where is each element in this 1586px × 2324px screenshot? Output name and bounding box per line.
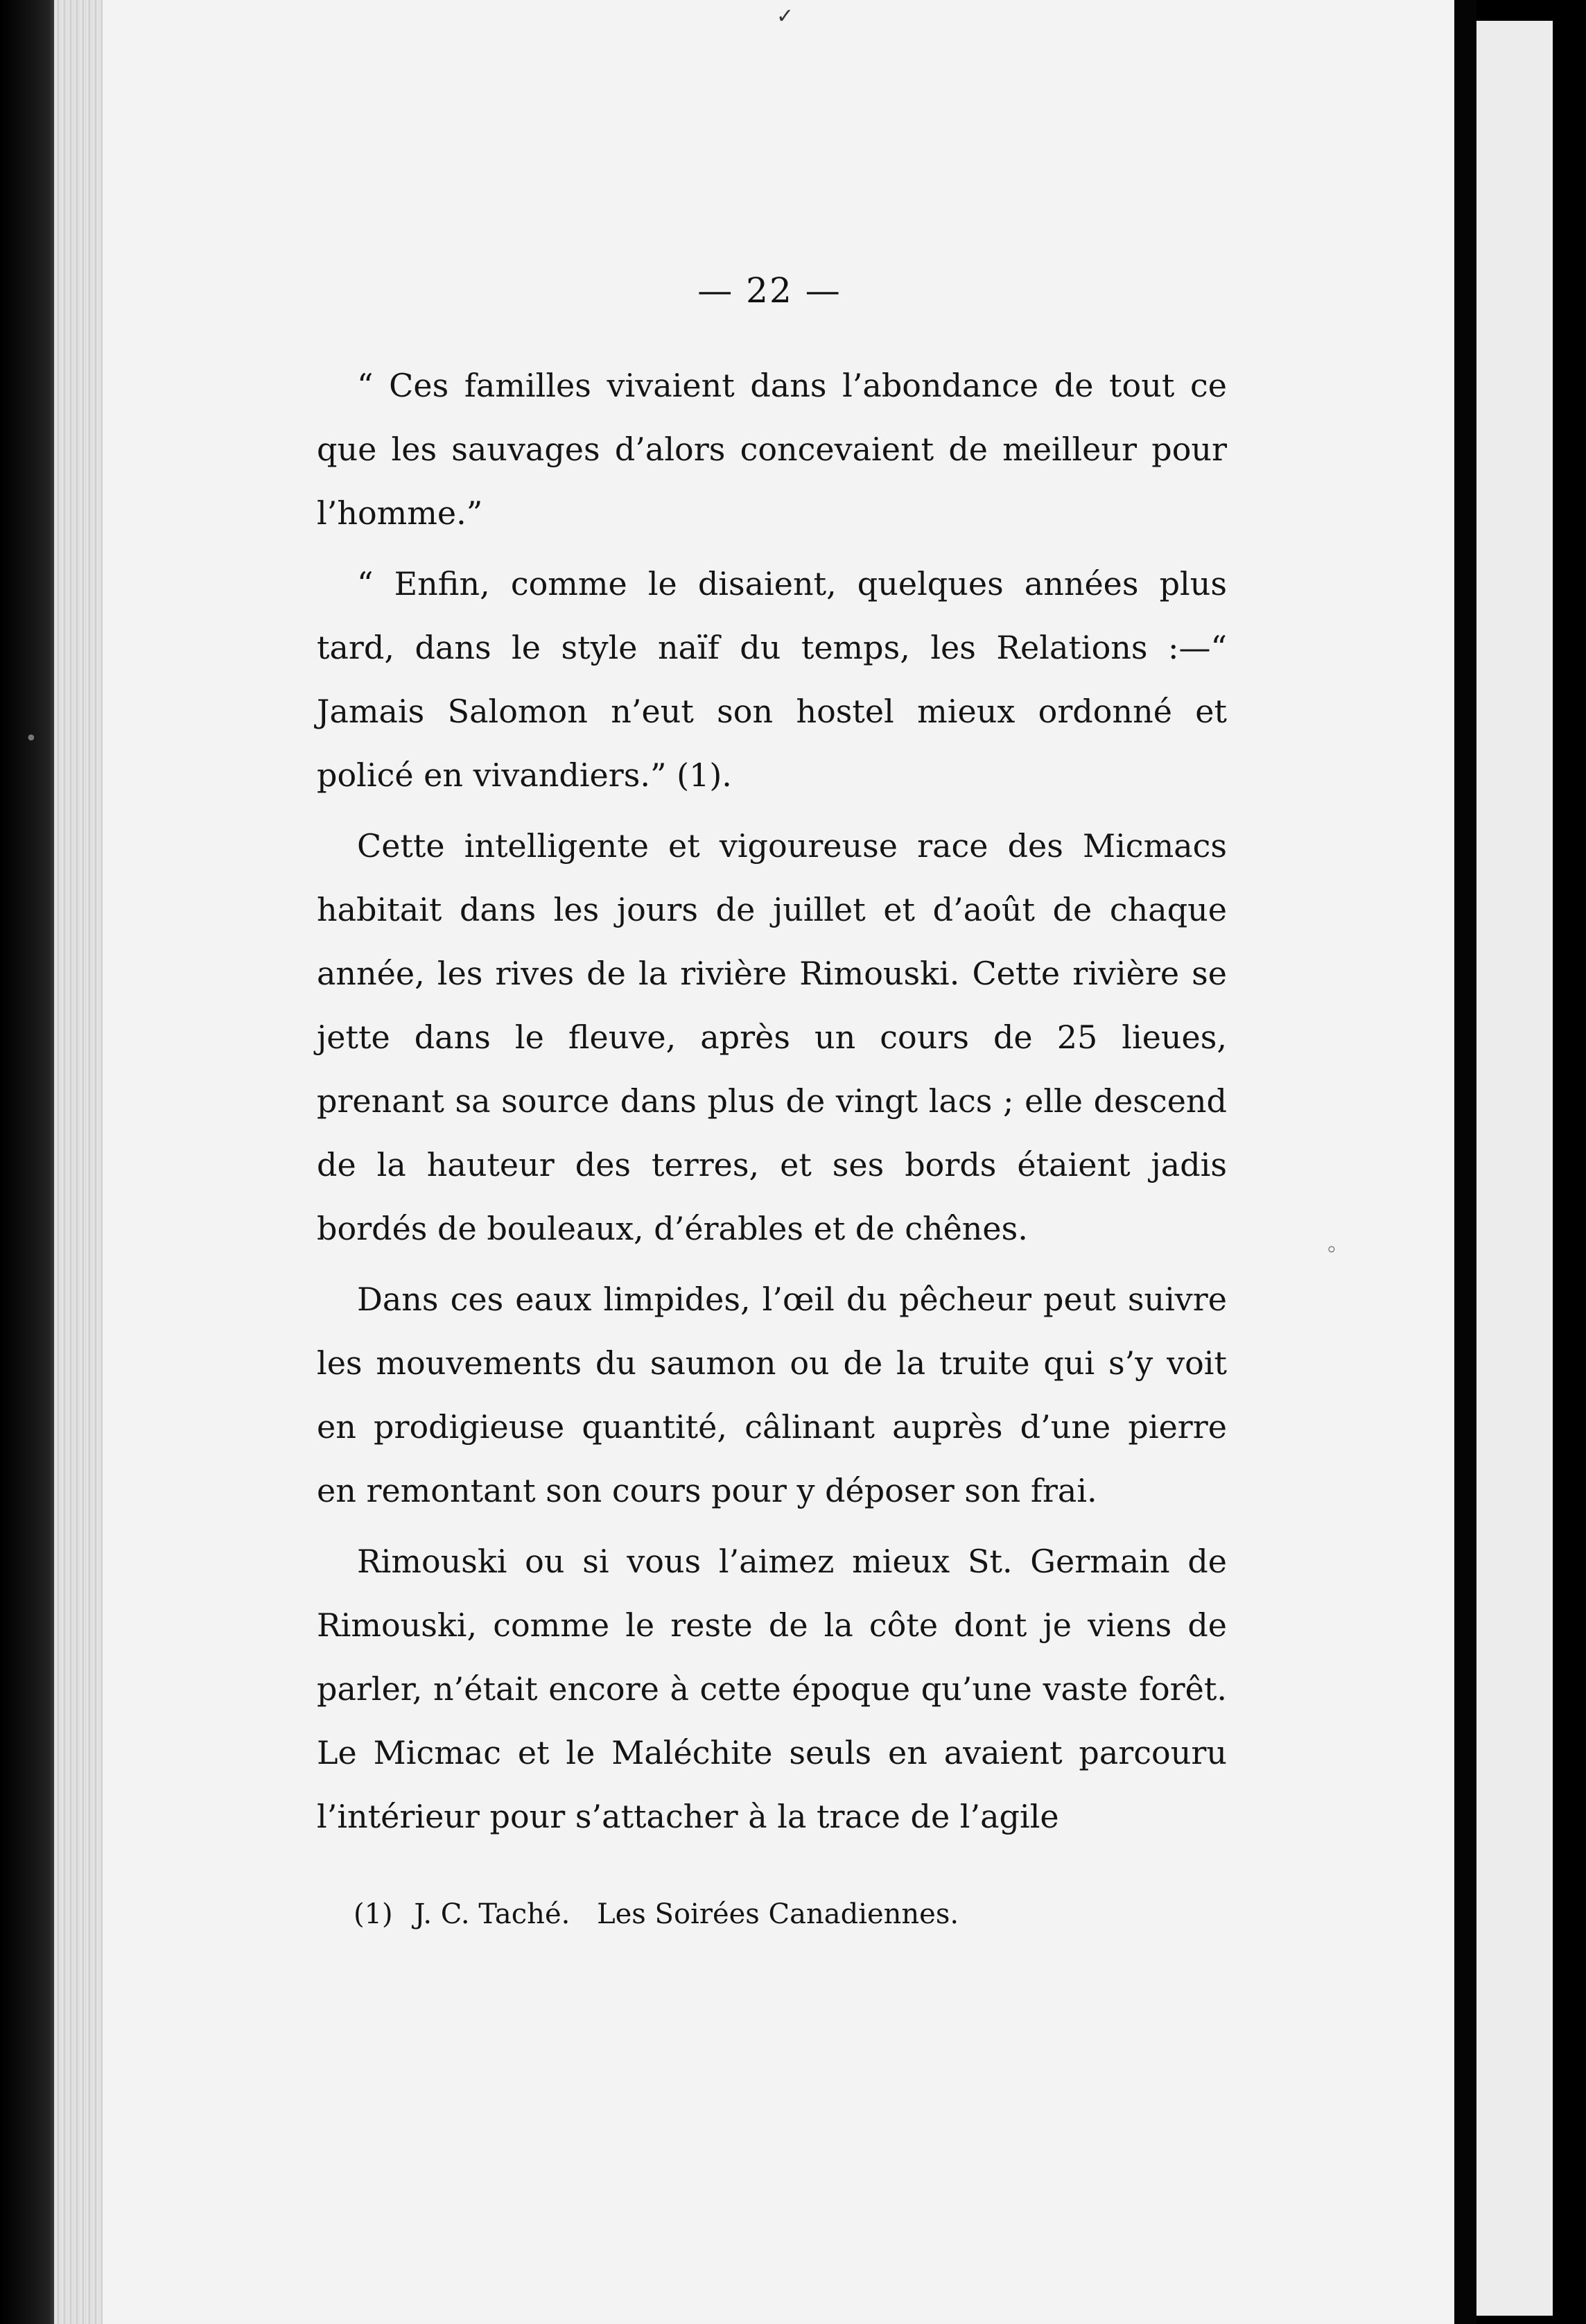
facing-page-sliver: [1476, 21, 1553, 2316]
paragraph: Cette intelligente et vigoureuse race des Micmacs habitait dans les jours de juillet et d’août de chaque année, les rives de la rivière Rimouski. Cette rivière se jette dans le fleuve, après un cours de 25 lieues, prenant sa source dans plus de vingt lacs ; elle descend de la hauteur des terres, et ses bords étaient jadis bordés de bouleaux, d’érables et de chênes.: [317, 827, 1227, 1247]
paragraph: “ Ces familles vivaient dans l’abondance de tout ce que les sauvages d’alors concevaient de meilleur pour l’homme.”: [317, 367, 1227, 532]
scan-right-margin: [1553, 0, 1586, 2324]
footnote: [354, 1898, 1255, 1930]
book-gutter: [1454, 0, 1476, 2324]
footnote-title: Les Soirées Canadiennes.: [597, 1898, 959, 1930]
paragraph: Rimouski ou si vous l’aimez mieux St. Germain de Rimouski, comme le reste de la côte dont je viens de parler, n’était encore à cette époque qu’une vaste forêt. Le Micmac et le Maléchite seuls en avaient parcouru l’intérieur pour s’attacher à la trace de l’agile: [317, 1543, 1227, 1835]
scan-speck: ◦: [1325, 1238, 1338, 1263]
scan-speck: ✓: [776, 4, 794, 28]
paragraph: “ Enfin, comme le disaient, quelques années plus tard, dans le style naïf du temps, les Relations :—“ Jamais Salomon n’eut son hostel mieux ordonné et policé en vivandiers.” (1).: [317, 565, 1227, 794]
footnote-author: J. C. Taché.: [414, 1898, 570, 1930]
page-edge-striation: [54, 0, 103, 2324]
footnote-marker: (1): [354, 1898, 393, 1930]
paragraph: Dans ces eaux limpides, l’œil du pêcheur peut suivre les mouvements du saumon ou de la truite qui s’y voit en prodigieuse quantité, câlinant auprès d’une pierre en remontant son cours pour y déposer son frai.: [317, 1281, 1227, 1509]
page-number: — 22 —: [697, 270, 842, 311]
scan-left-margin: [0, 0, 54, 2324]
body-text: [317, 354, 1227, 1855]
scan-speck: •: [25, 727, 37, 751]
